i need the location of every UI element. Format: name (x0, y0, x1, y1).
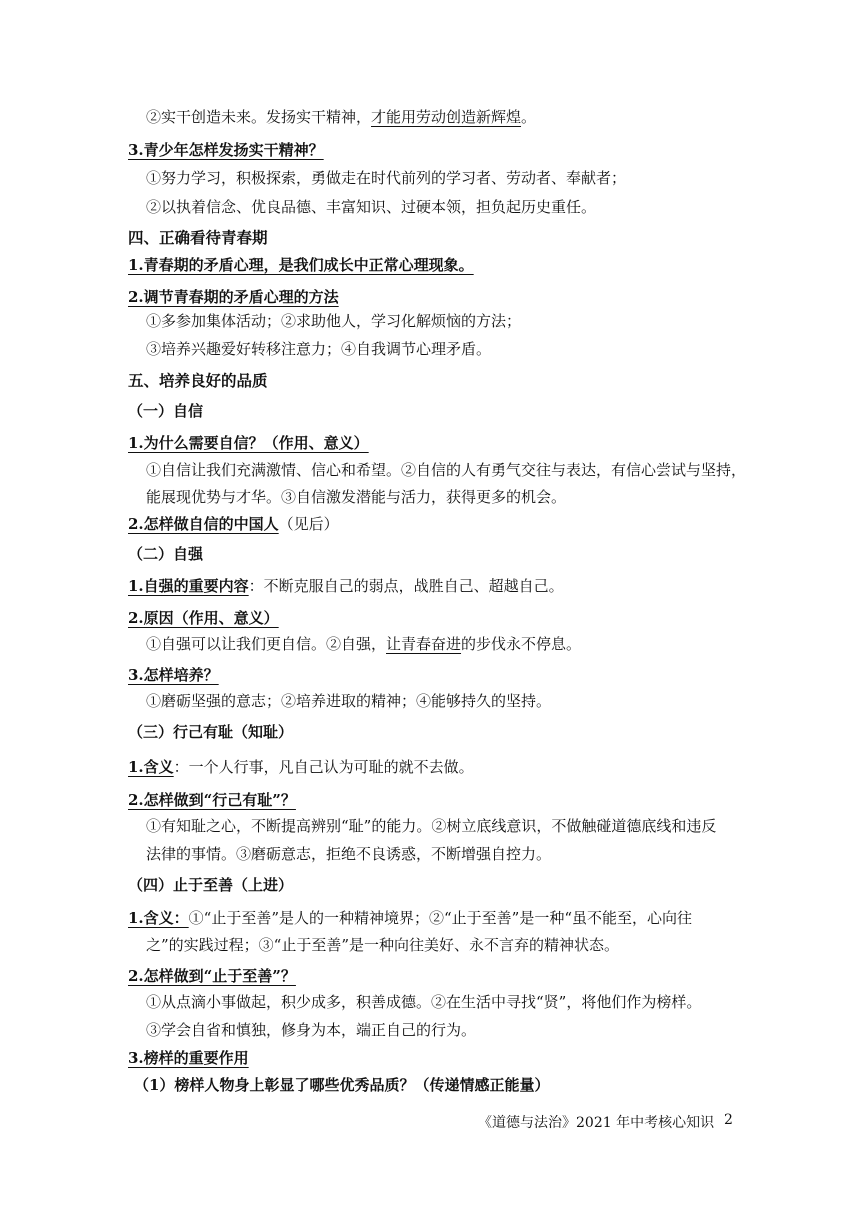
question-heading: 3.怎样培养？ (128, 666, 219, 684)
section-heading: 四、正确看待青春期 (128, 229, 268, 247)
paragraph-line: ①磨砺坚强的意志；②培养进取的精神；④能够持久的坚持。 (146, 692, 552, 710)
question-heading: 1.为什么需要自信？（作用、意义） (128, 434, 369, 452)
paragraph-line: 能展现优势与才华。③自信激发潜能与活力，获得更多的机会。 (146, 488, 567, 506)
paragraph-line: 2.怎样做自信的中国人（见后） (128, 515, 339, 533)
paragraph-line: ①努力学习，积极探索，勇做走在时代前列的学习者、劳动者、奉献者； (146, 169, 627, 187)
paragraph-line: 之”的实践过程；③“止于至善”是一种向往美好、永不言弃的精神状态。 (146, 936, 620, 954)
paragraph-line: ③学会自省和慎独，修身为本，端正自己的行为。 (146, 1021, 477, 1039)
subsection-heading: （四）止于至善（上进） (128, 876, 294, 894)
question-heading: 2.怎样做到“行己有耻”？ (128, 791, 296, 809)
paragraph-line: ①自强可以让我们更自信。②自强，让青春奋进的步伐永不停息。 (146, 635, 582, 653)
footer-title: 《道德与法治》2021 年中考核心知识 (478, 1115, 715, 1131)
subsection-heading: （二）自强 (128, 545, 204, 563)
paragraph-line: ③培养兴趣爱好转移注意力；④自我调节心理矛盾。 (146, 340, 492, 358)
paragraph-line: 1.含义：一个人行事，凡自己认为可耻的就不去做。 (128, 758, 474, 776)
paragraph-line: ①多参加集体活动；②求助他人，学习化解烦恼的方法； (146, 312, 522, 330)
question-heading: 2.调节青春期的矛盾心理的方法 (128, 288, 339, 306)
paragraph-line: ①从点滴小事做起，积少成多，积善成德。②在生活中寻找“贤”，将他们作为榜样。 (146, 993, 702, 1011)
subsection-heading: （三）行己有耻（知耻） (128, 723, 294, 741)
paragraph-line: ①自信让我们充满激情、信心和希望。②自信的人有勇气交往与表达，有信心尝试与坚持， (146, 461, 747, 479)
question-heading: 3.青少年怎样发扬实干精神？ (128, 141, 324, 159)
subsection-heading: （一）自信 (128, 402, 204, 420)
paragraph-line: ②以执着信念、优良品德、丰富知识、过硬本领，担负起历史重任。 (146, 198, 597, 216)
question-heading: 2.怎样做到“止于至善”？ (128, 967, 296, 985)
paragraph-line: ①有知耻之心，不断提高辨别“耻”的能力。②树立底线意识，不做触碰道德底线和违反 (146, 817, 717, 835)
paragraph-line: 1.自强的重要内容：不断克服自己的弱点，战胜自己、超越自己。 (128, 577, 564, 595)
question-heading: 1.青春期的矛盾心理，是我们成长中正常心理现象。 (128, 256, 474, 274)
paragraph-line: 1.含义：①“止于至善”是人的一种精神境界；②“止于至善”是一种“虽不能至，心向往 (128, 909, 693, 927)
page-number: 2 (724, 1112, 733, 1128)
question-heading: 3.榜样的重要作用 (128, 1049, 249, 1067)
question-heading: 2.原因（作用、意义） (128, 609, 279, 627)
section-heading: 五、培养良好的品质 (128, 372, 268, 390)
paragraph-line: ②实干创造未来。发扬实干精神，才能用劳动创造新辉煌。 (146, 108, 537, 126)
paragraph-line: 法律的事情。③磨砺意志，拒绝不良诱惑，不断增强自控力。 (146, 845, 552, 863)
question-heading: （1）榜样人物身上彰显了哪些优秀品质？（传递情感正能量） (134, 1076, 550, 1094)
